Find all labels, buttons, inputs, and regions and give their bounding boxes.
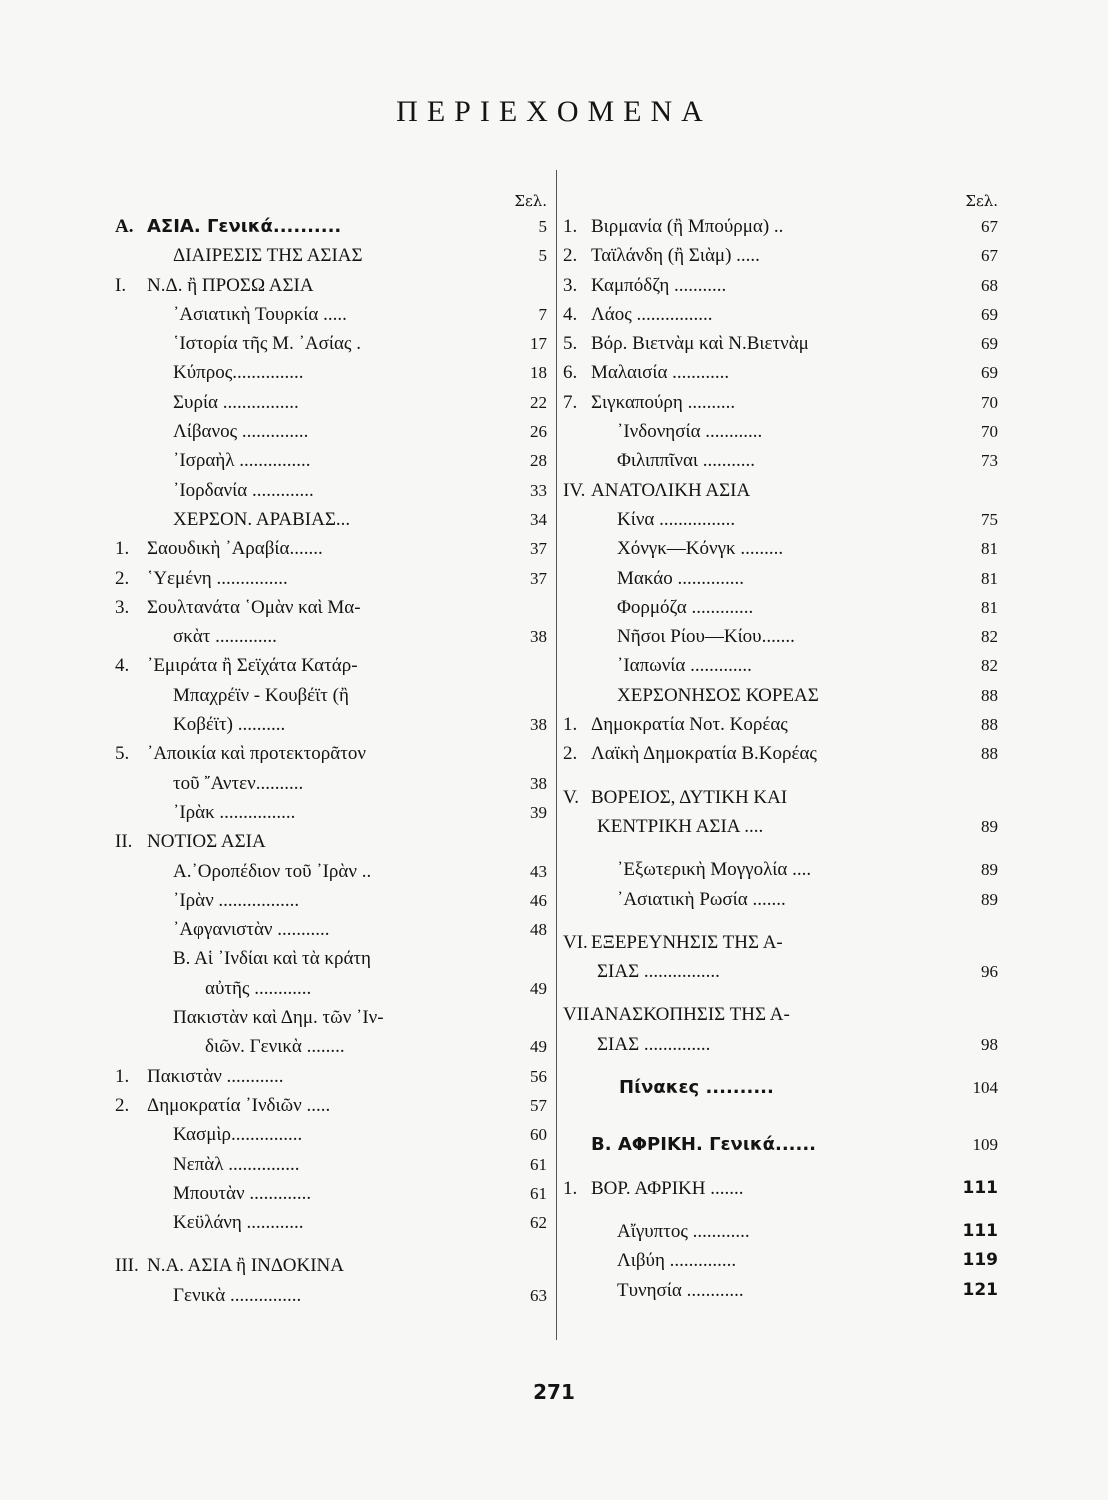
toc-spacer — [563, 841, 998, 855]
toc-entry-page: 39 — [530, 802, 547, 822]
toc-entry-page: 88 — [981, 715, 998, 735]
toc-entry — [115, 1062, 547, 1091]
toc-entry-label: Βόρ. Βιετνὰμ καὶ Ν.Βιετνὰμ — [591, 333, 809, 355]
toc-entry — [563, 681, 998, 710]
toc-spacer — [563, 986, 998, 1000]
toc-entry-page: 62 — [530, 1213, 547, 1233]
toc-entry-label: Κοβέϊτ) .......... — [173, 714, 286, 736]
toc-entry-label: ΑΝΑΣΚΟΠΗΣΙΣ ΤΗΣ Α- — [591, 1004, 790, 1026]
toc-entry-label: ᾿Ασιατικὴ Τουρκία ..... — [173, 303, 347, 325]
toc-entry — [115, 300, 547, 329]
toc-entry — [563, 534, 998, 563]
toc-entry — [563, 417, 998, 446]
toc-entry-page: 38 — [530, 627, 547, 647]
toc-entry — [563, 1246, 998, 1275]
toc-entry-page: 81 — [981, 568, 998, 588]
toc-entry — [563, 446, 998, 475]
toc-entry — [115, 505, 547, 534]
toc-entry-label: ᾿Ινδονησία ............ — [617, 421, 763, 443]
toc-entry-label: ΑΝΑΤΟΛΙΚΗ ΑΣΙΑ — [591, 479, 751, 501]
toc-entry-page: 67 — [981, 217, 998, 236]
toc-entry — [115, 476, 547, 505]
toc-entry-label: Σιγκαπούρη .......... — [591, 391, 736, 413]
toc-entry-number: 6. — [563, 362, 578, 384]
toc-entry — [563, 1217, 998, 1246]
toc-entry-page: 49 — [530, 978, 547, 998]
toc-entry-label: ᾿Ισραὴλ ............... — [173, 450, 311, 472]
toc-entry — [115, 827, 547, 856]
toc-entry-label: ΧΕΡΣΟΝ. ΑΡΑΒΙΑΣ... — [173, 508, 351, 530]
toc-entry — [115, 915, 547, 944]
toc-entry-label: Κασμὶρ............... — [173, 1124, 303, 1146]
toc-entry — [563, 812, 998, 841]
toc-entry-page: 70 — [981, 422, 998, 442]
toc-entry — [115, 651, 547, 680]
toc-entry-page: 109 — [972, 1135, 998, 1155]
toc-entry-page: 75 — [981, 509, 998, 529]
toc-entry-number: 1. — [563, 216, 578, 237]
toc-entry — [563, 1073, 998, 1102]
toc-entry — [115, 944, 547, 973]
toc-spacer — [563, 1116, 998, 1130]
toc-entry-label: ΝΟΤΙΟΣ ΑΣΙΑ — [147, 831, 266, 853]
toc-entry-page: 61 — [530, 1154, 547, 1174]
toc-entry — [563, 593, 998, 622]
toc-entry-label: διῶν. Γενικὰ ........ — [205, 1036, 345, 1058]
page-title: ΠΕΡΙΕΧΟΜΕΝΑ — [396, 95, 712, 128]
toc-entry-page: 70 — [981, 392, 998, 412]
toc-entry — [563, 300, 998, 329]
toc-entry — [563, 885, 998, 914]
toc-entry — [115, 593, 547, 622]
toc-spacer — [563, 914, 998, 928]
toc-entry-page: 61 — [530, 1183, 547, 1203]
toc-entry — [115, 798, 547, 827]
toc-entry-page: 96 — [981, 962, 998, 982]
toc-entry-label: Σουλτανάτα ῾Ομὰν καὶ Μα- — [147, 596, 361, 618]
toc-entry — [115, 241, 547, 270]
toc-entry-number: 3. — [563, 274, 578, 296]
toc-entry-label: Λαϊκὴ Δημοκρατία Β.Κορέας — [591, 743, 817, 765]
toc-entry — [115, 739, 547, 768]
toc-entry — [563, 1030, 998, 1059]
toc-entry — [115, 388, 547, 417]
toc-entry — [115, 857, 547, 886]
toc-entry-label: Μακάο .............. — [617, 567, 744, 589]
toc-entry-label: Κεϋλάνη ............ — [173, 1212, 304, 1234]
toc-entry-number: VII. — [563, 1004, 595, 1026]
toc-entry-page: 69 — [981, 334, 998, 354]
toc-entry-label: Γενικὰ ............... — [173, 1284, 302, 1306]
toc-entry-label: ᾿Εμιράτα ἢ Σεϊχάτα Κατάρ- — [147, 655, 358, 677]
toc-entry-label: Πίνακες .......... — [619, 1077, 774, 1099]
toc-entry-label: σκὰτ ............. — [173, 626, 277, 648]
page-label-right: Σελ. — [965, 192, 998, 210]
toc-entry-label: ᾿Ιορδανία ............. — [173, 479, 314, 501]
toc-entry-page: 88 — [981, 744, 998, 764]
toc-spacer — [563, 1203, 998, 1217]
toc-spacer — [563, 1160, 998, 1174]
toc-entry-label: ᾿Ιαπωνία ............. — [617, 655, 752, 677]
toc-entry — [115, 622, 547, 651]
toc-entry-number: ΙΙΙ. — [115, 1255, 139, 1277]
toc-entry-label: ΒΟΡΕΙΟΣ, ΔΥΤΙΚΗ ΚΑΙ — [591, 786, 788, 808]
toc-left-column — [115, 190, 547, 1310]
toc-entry-page: 37 — [530, 539, 547, 559]
toc-entry — [563, 1276, 998, 1305]
toc-entry-label: Κύπρος............... — [173, 362, 304, 384]
toc-entry — [115, 534, 547, 563]
toc-entry-label: ᾿Ιρὰν ................. — [173, 889, 300, 911]
toc-entry-label: Βιρμανία (ἢ Μπούρμα) .. — [591, 216, 784, 237]
toc-entry-page: 57 — [530, 1095, 547, 1115]
toc-entry-label: Ν.Α. ΑΣΙΑ ἢ ΙΝΔΟΚΙΝΑ — [147, 1255, 344, 1277]
toc-entry-label: ΕΞΕΡΕΥΝΗΣΙΣ ΤΗΣ Α- — [591, 931, 783, 953]
toc-entry-label: Β. Αἱ ᾿Ινδίαι καὶ τὰ κράτη — [173, 948, 371, 970]
toc-entry-label: Φιλιππῖναι ........... — [617, 450, 756, 472]
toc-entry — [115, 769, 547, 798]
toc-entry-label: Μπαχρέϊν - Κουβέϊτ (ἢ — [173, 684, 349, 706]
toc-entry-label: ΒΟΡ. ΑΦΡΙΚΗ ....... — [591, 1177, 744, 1199]
toc-entry — [563, 739, 998, 768]
toc-entry — [115, 212, 547, 241]
toc-entry — [115, 1150, 547, 1179]
toc-entry-number: 5. — [115, 743, 130, 765]
toc-entry — [115, 1281, 547, 1310]
toc-entry — [115, 886, 547, 915]
toc-entry-page: 38 — [530, 773, 547, 793]
toc-entry-number: V. — [563, 786, 580, 808]
toc-entry — [563, 329, 998, 358]
toc-entry — [563, 1000, 998, 1029]
toc-entry-number: 2. — [563, 743, 578, 765]
toc-entry-page: 46 — [530, 890, 547, 910]
toc-entry-label: τοῦ ῎Αντεν.......... — [173, 772, 304, 794]
toc-entry-page: 88 — [981, 685, 998, 705]
toc-entry-page: 81 — [981, 597, 998, 617]
toc-entry — [563, 783, 998, 812]
toc-entry — [563, 651, 998, 680]
toc-entry-label: ᾿Ασιατικὴ Ρωσία ....... — [617, 888, 786, 910]
toc-entry — [563, 1130, 998, 1159]
toc-entry-label: Συρία ................ — [173, 391, 299, 413]
toc-entry-page: 111 — [962, 1220, 998, 1241]
toc-entry-label: Φορμόζα ............. — [617, 596, 754, 618]
toc-entry — [563, 622, 998, 651]
toc-entry — [563, 1174, 998, 1203]
toc-entry-label: ᾿Εξωτερικὴ Μογγολία .... — [617, 859, 812, 881]
toc-entry-label: Νεπὰλ ............... — [173, 1153, 300, 1175]
toc-entry — [115, 417, 547, 446]
toc-entry-label: Σαουδικὴ ᾿Αραβία....... — [147, 538, 323, 560]
toc-entry-page: 82 — [981, 656, 998, 676]
toc-entry — [563, 505, 998, 534]
toc-entry-label: ΚΕΝΤΡΙΚΗ ΑΣΙΑ .... — [597, 815, 764, 837]
toc-entry-page: 49 — [530, 1037, 547, 1057]
toc-entry-page: 73 — [981, 451, 998, 471]
toc-entry — [563, 710, 998, 739]
toc-entry-page: 18 — [530, 363, 547, 383]
toc-entry-number: 5. — [563, 333, 578, 355]
toc-entry-page: 37 — [530, 568, 547, 588]
toc-entry — [115, 1179, 547, 1208]
toc-entry-page: 69 — [981, 363, 998, 383]
toc-entry-page: 104 — [972, 1078, 998, 1098]
toc-entry-number: IV. — [563, 479, 586, 501]
toc-entry-page: 48 — [530, 920, 547, 940]
toc-entry-page: 38 — [530, 715, 547, 735]
page-number: 271 — [533, 1380, 575, 1404]
toc-entry-page: 68 — [981, 275, 998, 295]
toc-entry-page: 33 — [530, 480, 547, 500]
toc-entry — [115, 564, 547, 593]
toc-entry-label: ΑΣΙΑ. Γενικά.......... — [147, 216, 342, 237]
toc-entry-label: Μπουτὰν ............. — [173, 1182, 312, 1204]
toc-entry-label: Αἴγυπτος ............ — [617, 1220, 750, 1242]
toc-entry-page: 89 — [981, 889, 998, 909]
toc-entry-number: ΙΙ. — [115, 831, 133, 853]
toc-entry-label: Χόνγκ—Κόνγκ ......... — [617, 538, 784, 560]
toc-entry-page: 43 — [530, 861, 547, 881]
toc-entry-label: ΣΙΑΣ ................ — [597, 961, 720, 983]
toc-entry-number: 3. — [115, 596, 130, 618]
toc-entry-number: 7. — [563, 391, 578, 413]
toc-entry-page: 119 — [962, 1250, 998, 1271]
toc-entry — [563, 212, 998, 241]
toc-entry — [115, 710, 547, 739]
toc-entry — [115, 1032, 547, 1061]
toc-entry-label: Δημοκρατία ᾿Ινδιῶν ..... — [147, 1094, 331, 1116]
toc-entry — [115, 358, 547, 387]
toc-entry-label: Λίβανος .............. — [173, 421, 309, 443]
toc-entry-number: Α. — [115, 216, 134, 237]
toc-entry — [563, 855, 998, 884]
toc-entry-number: 2. — [115, 1094, 130, 1116]
toc-entry-label: ΣΙΑΣ .............. — [597, 1033, 711, 1055]
toc-entry-page: 121 — [962, 1279, 998, 1300]
toc-entry-number: 2. — [563, 245, 578, 267]
toc-entry — [115, 1003, 547, 1032]
toc-entry-label: Λιβύη .............. — [617, 1250, 737, 1272]
toc-entry-label: ᾿Αποικία καὶ προτεκτορᾶτον — [147, 743, 366, 765]
column-divider — [556, 170, 557, 1340]
toc-entry — [115, 1120, 547, 1149]
toc-entry — [115, 681, 547, 710]
toc-entry-page: 69 — [981, 304, 998, 324]
toc-entry-label: ῾Ιστορία τῆς Μ. ᾿Ασίας . — [173, 333, 361, 355]
toc-entry-label: Πακιστὰν ............ — [147, 1065, 284, 1087]
toc-entry-page: 28 — [530, 451, 547, 471]
toc-entry-number: VI. — [563, 931, 588, 953]
toc-entry-number: 1. — [115, 1065, 130, 1087]
toc-entry-label: ᾿Ιρὰκ ................ — [173, 801, 296, 823]
toc-entry-page: 26 — [530, 422, 547, 442]
toc-entry-label: Λάος ................ — [591, 303, 713, 325]
toc-entry-label: Δημοκρατία Νοτ. Κορέας — [591, 714, 788, 736]
toc-entry-page: 63 — [530, 1285, 547, 1305]
toc-entry — [563, 271, 998, 300]
toc-entry-label: Πακιστὰν καὶ Δημ. τῶν ᾿Ιν- — [173, 1007, 384, 1029]
page-label-left: Σελ. — [514, 192, 547, 210]
toc-entry — [563, 358, 998, 387]
toc-entry-page: 98 — [981, 1034, 998, 1054]
toc-entry-page: 67 — [981, 246, 998, 266]
toc-entry-label: αὐτῆς ............ — [205, 977, 312, 999]
toc-entry-label: ῾Υεμένη ............... — [147, 567, 288, 589]
toc-entry-page: 89 — [981, 816, 998, 836]
toc-spacer — [563, 1102, 998, 1116]
toc-entry-page: 81 — [981, 539, 998, 559]
toc-entry — [563, 564, 998, 593]
toc-entry-number: 1. — [563, 714, 578, 736]
toc-entry-label: Ταϊλάνδη (ἢ Σιὰμ) ..... — [591, 245, 760, 267]
toc-entry-page: 7 — [538, 304, 547, 324]
toc-entry-page: 111 — [962, 1177, 998, 1198]
toc-entry-label: Ν.Δ. ἢ ΠΡΟΣΩ ΑΣΙΑ — [147, 274, 314, 296]
toc-entry-number: Ι. — [115, 274, 127, 296]
toc-entry-page: 5 — [538, 217, 547, 236]
toc-entry — [115, 1208, 547, 1237]
toc-spacer — [563, 1059, 998, 1073]
toc-entry-page: 89 — [981, 860, 998, 880]
toc-entry — [115, 1091, 547, 1120]
toc-entry-number: 1. — [115, 538, 130, 560]
toc-entry-label: ΔΙΑΙΡΕΣΙΣ ΤΗΣ ΑΣΙΑΣ — [173, 245, 363, 267]
toc-entry-label: Καμπόδζη ........... — [591, 274, 727, 296]
toc-entry-number: 4. — [563, 303, 578, 325]
toc-entry-page: 82 — [981, 627, 998, 647]
toc-entry-page: 5 — [538, 246, 547, 266]
toc-entry-page: 34 — [530, 509, 547, 529]
toc-entry — [563, 928, 998, 957]
toc-entry-number: 2. — [115, 567, 130, 589]
toc-spacer — [563, 769, 998, 783]
toc-entry-number: 1. — [563, 1177, 578, 1199]
toc-entry — [563, 476, 998, 505]
toc-entry — [115, 1251, 547, 1280]
toc-entry-label: Νῆσοι Ρίου—Κίου....... — [617, 626, 795, 648]
toc-entry-label: Α.᾿Οροπέδιον τοῦ ᾿Ιρὰν .. — [173, 860, 372, 882]
toc-spacer — [115, 1237, 547, 1251]
toc-entry — [563, 957, 998, 986]
toc-entry-label: Τυνησία ............ — [617, 1279, 744, 1301]
toc-entry-label: ᾿Αφγανιστὰν ........... — [173, 919, 330, 941]
toc-entry — [115, 271, 547, 300]
toc-entry-page: 17 — [530, 334, 547, 354]
toc-entry-label: ΧΕΡΣΟΝΗΣΟΣ ΚΟΡΕΑΣ — [617, 684, 819, 706]
toc-entry-number: 4. — [115, 655, 130, 677]
toc-entry — [115, 974, 547, 1003]
toc-entry — [563, 388, 998, 417]
toc-right-column — [563, 190, 998, 1305]
toc-entry-page: 60 — [530, 1125, 547, 1145]
toc-entry-label: Μαλαισία ............ — [591, 362, 730, 384]
toc-entry — [563, 241, 998, 270]
toc-entry — [115, 329, 547, 358]
toc-entry — [115, 446, 547, 475]
toc-entry-label: Β. ΑΦΡΙΚΗ. Γενικά...... — [591, 1134, 817, 1156]
toc-entry-page: 22 — [530, 392, 547, 412]
toc-entry-label: Κίνα ................ — [617, 508, 736, 530]
toc-entry-page: 56 — [530, 1066, 547, 1086]
